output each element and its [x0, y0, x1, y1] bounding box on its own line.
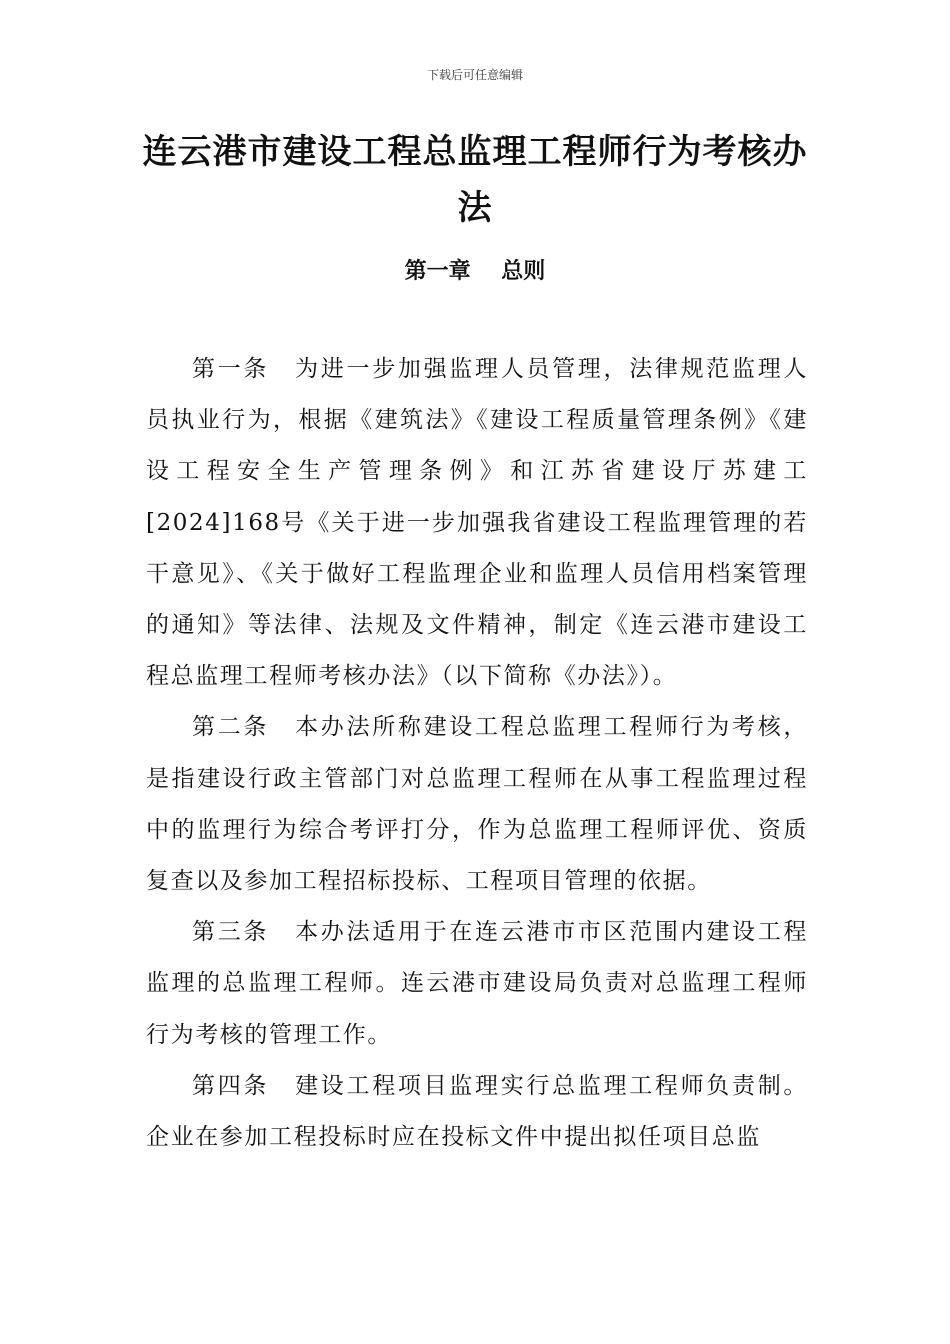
article-4	[146, 1061, 808, 1163]
article-number: 第四条	[192, 1072, 270, 1099]
article-3	[146, 907, 808, 1061]
article-text: 建设工程项目监理实行总监理工程师负责制。企业在参加工程投标时应在投标文件中提出拟任项目总监	[146, 1072, 808, 1151]
chapter-heading: 第一章 总则	[404, 258, 546, 284]
article-text: 为进一步加强监理人员管理，法律规范监理人员执业行为，根据《建筑法》《建设工程质量管理条例》《建设工程安全生产管理条例》和江苏省建设厅苏建工[2024]168号《关于进一步加强我省建设工程监理管理的若干意见》、《关于做好工程监理企业和监理人员信用档案管理的通知》等法律、法规及文件精神，制定《连云港市建设工程总监理工程师考核办法》（以下简称《办法》）。	[146, 356, 808, 690]
page-header-note: 下载后可任意编辑	[426, 68, 523, 82]
article-number: 第二条	[192, 714, 270, 741]
article-2	[146, 702, 808, 907]
article-text: 本办法适用于在连云港市市区范围内建设工程监理的总监理工程师。连云港市建设局负责对总监理工程师行为考核的管理工作。	[146, 919, 808, 1048]
document-title: 连云港市建设工程总监理工程师行为考核办法	[142, 132, 808, 228]
article-number: 第一条	[192, 356, 270, 382]
article-number: 第三条	[192, 919, 270, 946]
article-text: 本办法所称建设工程总监理工程师行为考核，是指建设行政主管部门对总监理工程师在从事工程监理过程中的监理行为综合考评打分，作为总监理工程师评优、资质复查以及参加工程招标投标、工程项目管理的依据。	[146, 714, 808, 895]
article-1	[146, 344, 808, 702]
document-body	[146, 344, 808, 1163]
